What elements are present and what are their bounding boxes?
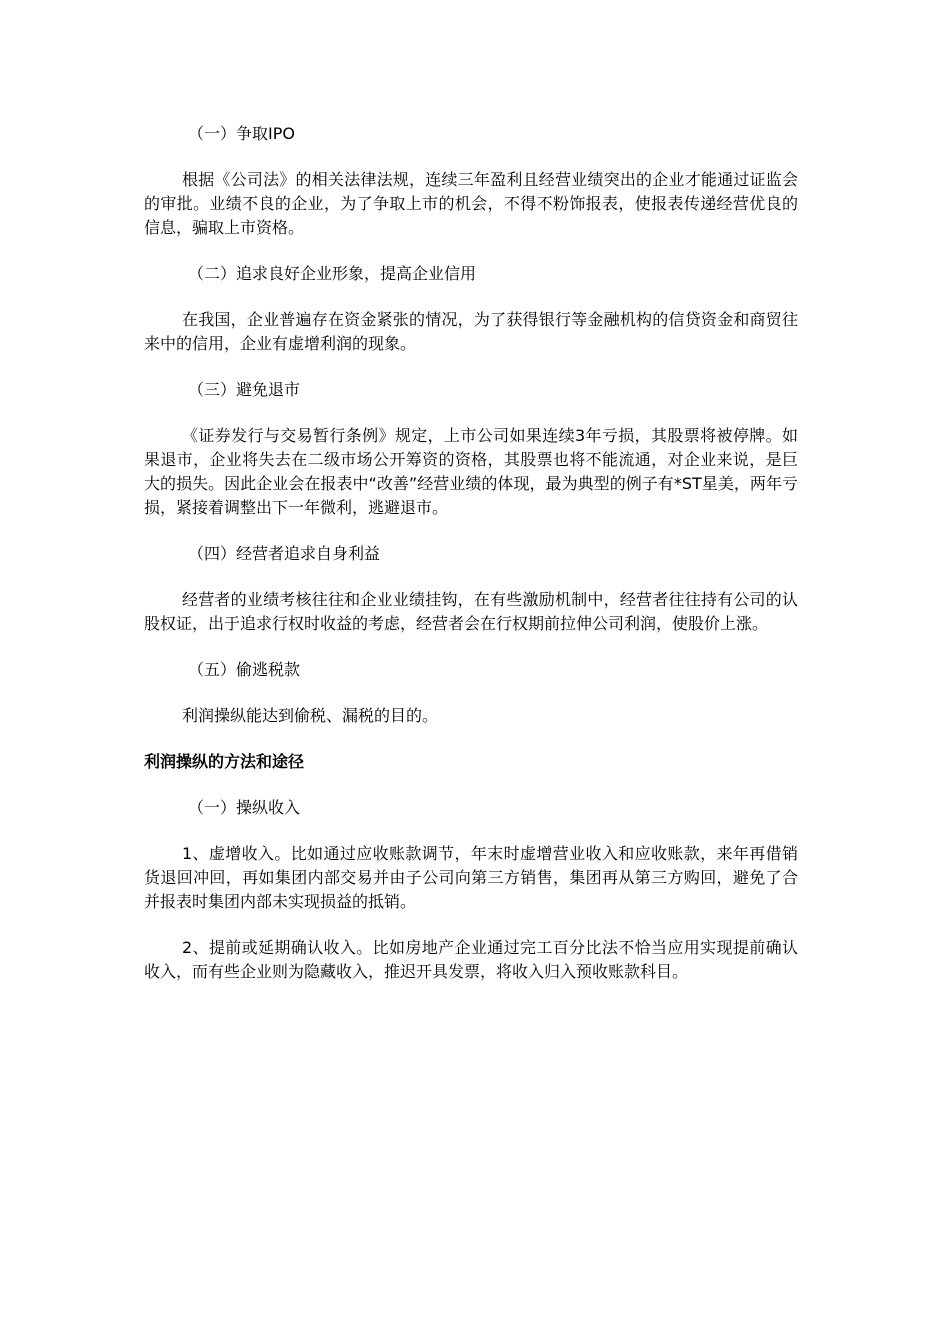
section-title-methods: 利润操纵的方法和途径 <box>144 752 305 771</box>
subheading-tax-evasion: （五）偷逃税款 <box>188 660 301 679</box>
subheading-avoid-delisting: （三）避免退市 <box>188 380 301 399</box>
paragraph-revenue-timing: 2、提前或延期确认收入。比如房地产企业通过完工百分比法不恰当应用实现提前确认收入，而有些企业则为隐藏收入，推迟开具发票，将收入归入预收账款科目。 <box>144 938 798 981</box>
paragraph-corporate-image: 在我国，企业普遍存在资金紧张的情况，为了获得银行等金融机构的信贷资金和商贸往来中的信用，企业有虚增利润的现象。 <box>144 310 798 353</box>
document-body <box>144 122 798 1006</box>
paragraph-inflate-revenue: 1、虚增收入。比如通过应收账款调节，年末时虚增营业收入和应收账款，来年再借销货退回冲回，再如集团内部交易并由子公司向第三方销售，集团再从第三方购回，避免了合并报表时集团内部未实现损益的抵销。 <box>144 844 798 911</box>
paragraph-manager-interest: 经营者的业绩考核往往和企业业绩挂钩，在有些激励机制中，经营者往往持有公司的认股权证，出于追求行权时收益的考虑，经营者会在行权期前拉伸公司利润，使股价上涨。 <box>144 590 798 633</box>
paragraph-tax-evasion: 利润操纵能达到偷税、漏税的目的。 <box>182 706 439 725</box>
paragraph-ipo: 根据《公司法》的相关法律法规，连续三年盈利且经营业绩突出的企业才能通过证监会的审批。业绩不良的企业，为了争取上市的机会，不得不粉饰报表，使报表传递经营优良的信息，骗取上市资格。 <box>144 170 798 237</box>
subheading-corporate-image: （二）追求良好企业形象，提高企业信用 <box>188 264 477 283</box>
paragraph-avoid-delisting: 《证券发行与交易暂行条例》规定，上市公司如果连续3年亏损，其股票将被停牌。如果退市，企业将失去在二级市场公开筹资的资格，其股票也将不能流通，对企业来说，是巨大的损失。因此企业会在报表中“改善”经营业绩的体现，最为典型的例子有*ST星美，两年亏损，紧接着调整出下一年微利，逃避退市。 <box>144 426 798 517</box>
subheading-manager-interest: （四）经营者追求自身利益 <box>188 544 381 563</box>
subheading-manipulate-revenue: （一）操纵收入 <box>188 798 301 817</box>
subheading-ipo: （一）争取IPO <box>188 124 295 143</box>
